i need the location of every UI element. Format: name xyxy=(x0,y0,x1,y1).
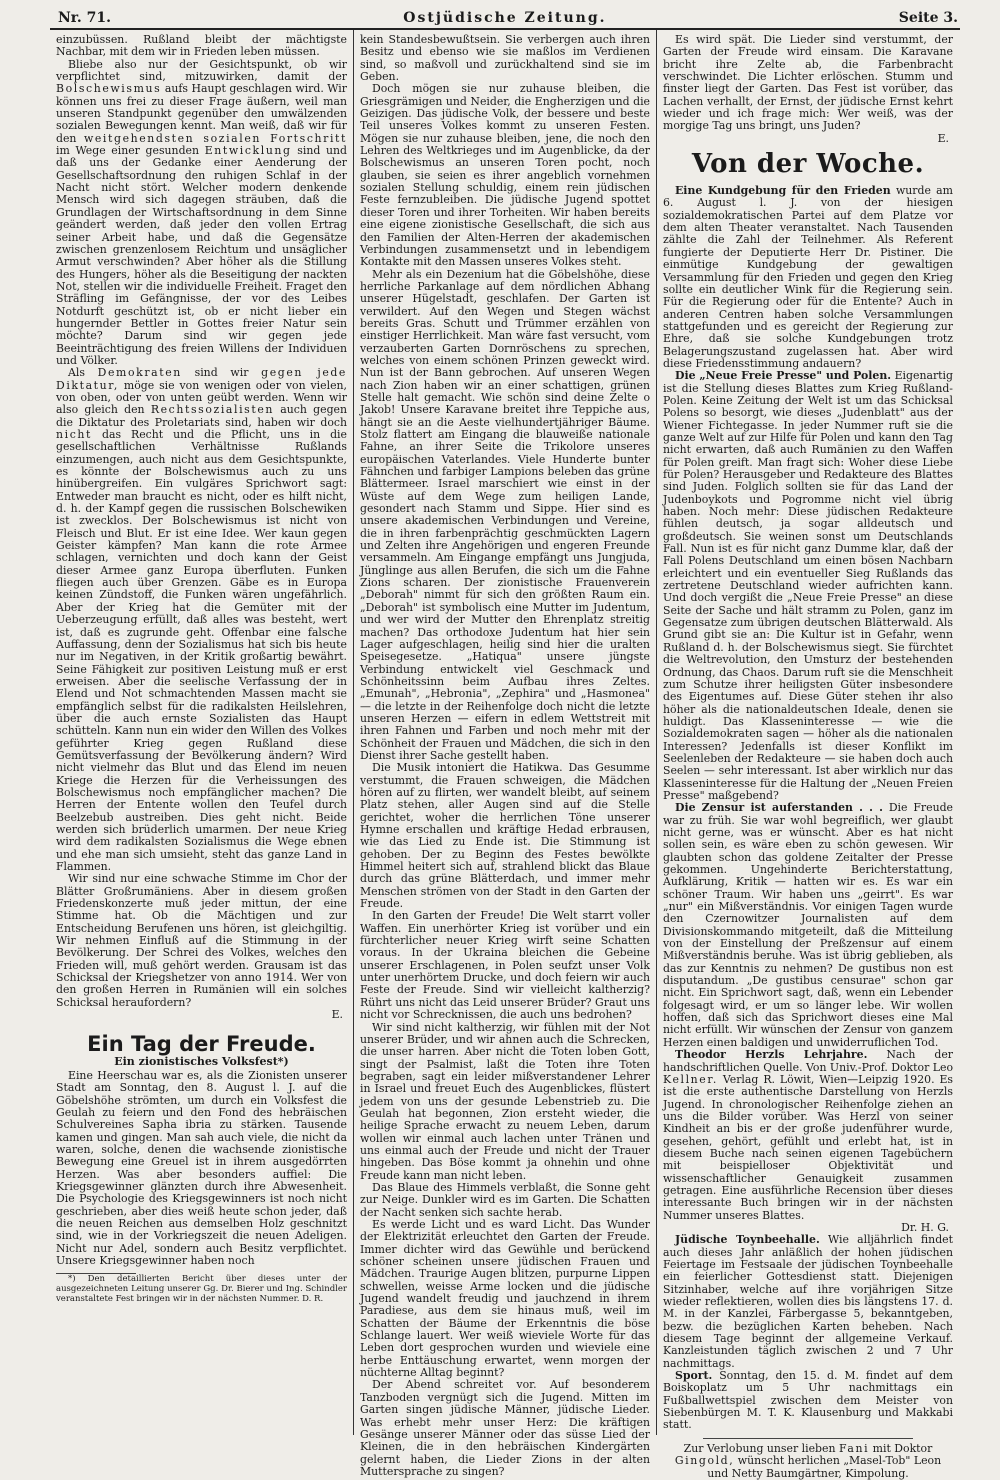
news-item: Eine Kundgebung für den Frieden wurde am 6. August l. J. von der hiesigen sozialdemokratischen Partei auf dem Platze vor dem alten Theater veranstaltet. Nach Tausenden zählte die Zahl der Teilnehmer. Als Referent fungierte der Deputierte Herr Dr. Pistiner. Die einmütige Kundgebung der gewaltigen Versammlung für den Frieden und gegen den Krieg sollte ein deutlicher Wink für die Regierung sein. Für die Regierung oder für die Entente? Auch in anderen Centren haben solche Versammlungen stattgefunden und es gereicht der Regierung zur Ehre, daß sie solche Kundgebungen trotz Belagerungszustand zugelassen hat. Aber wird diese Friedensstimmung andauern? xyxy=(663,184,953,370)
masthead xyxy=(50,10,960,30)
news-item: Theodor Herzls Lehrjahre. Nach der handschriftlichen Quelle. Von Univ.-Prof. Doktor Leo Kellner. Verlag R. Löwit, Wien—Leipzig 1920. Es ist die erste authentische Darstellung von Herzls Jugend. In chronologischer Reihenfolge ziehen an uns die Bilder vorüber. Was Herzl von seiner Kindheit an bis er der große judenführer wurde, gesehen, gehört, gefühlt und erlebt hat, ist in diesem Buche nach seinen eigenen Tagebüchern mit beispielloser Objektivität und wissenschaftlicher Genauigkeit zusammen getragen. Eine ausführliche Recension über dieses interessante Buch bringen wir in der nächsten Nummer unseres Blattes. xyxy=(663,1048,953,1222)
announcement: Zur Verlobung unser lieben Fani mit Doktor Gingold, wünscht herlichen „Masel-Tob" Leon und Netty Baumgärtner, Kimpolung. xyxy=(674,1441,942,1480)
columns xyxy=(50,30,960,1480)
paragraph: einzubüssen. Rußland bleibt der mächtigste Nachbar, mit dem wir in Frieden leben müssen. xyxy=(56,33,347,59)
paragraph: Die Musik intoniert die Hatikwa. Das Gesumme verstummt, die Frauen schweigen, die Mädchen hören auf zu flirten, wer wandelt bleibt, auf seinem Platz stehen, aller Augen sind auf die Stelle gerichtet, woher die herrlichen Töne unserer Hymne erschallen und kräftige Hedad erbrausen, wie das Lied zu Ende ist. Die Stimmung ist gehoben. Der zu Beginn des Festes bewölkte Himmel heitert sich auf, strahlend blickt das Blaue durch das grüne Blätterdach, und immer mehr Menschen strömen von der Stadt in den Garten der Freude. xyxy=(360,761,650,911)
paragraph: Als Demokraten sind wir gegen jede Diktatur, möge sie von wenigen oder von vielen, von oben, oder von unten geübt werden. Wenn wir also gleich den Rechtssozialisten auch gegen die Diktatur des Proletariats sind, haben wir doch nicht das Recht und die Pflicht, uns in die gesellschaftlichen Verhältnisse Rußlands einzumengen, auch nicht aus dem Gesichtspunkte, es könnte der Bolschewismus auch zu uns hinübergreifen. Ein vulgäres Sprichwort sagt: Entweder man braucht es nicht, oder es hilft nicht, d. h. der Kampf gegen die russischen Bolschewiken ist zwecklos. Der Bolschewismus ist nicht von Fleisch und Blut. Er ist eine Idee. Wer kaun gegen Geister kämpfen? Man kann die rote Armee schlagen, vernichten und doch kann der Geist dieser Armee ganz Europa überfluten. Funken fliegen auch über Grenzen. Gäbe es in Europa keinen Zündstoff, die Funken wären ungefährlich. Aber der Krieg hat die Gemüter mit der Ueberzeugung erfüllt, daß alles was besteht, wert ist, daß es zugrunde geht. Offenbar eine falsche Auffassung, denn der Sozialismus hat sich bis heute nur im Negativen, in der Kritik großartig bewährt. Seine Fähigkeit zur positiven Leistung muß er erst erweisen. Aber die seelische Verfassung der in Elend und Not schmachtenden Massen macht sie empfänglich selbst für die radikalsten Heilslehren, über die auch ernste Sozialisten das Haupt schütteln. Kann nun ein wider den Willen des Volkes geführter Krieg gegen Rußland diese Gemütsverfassung der Bevölkerung ändern? Wird nicht vielmehr das Blut und das Elend im neuen Kriege die Herzen für die Verheissungen des Bolschewismus noch empfänglicher machen? Die Herren der Entente wollen den Teufel durch Beelzebub austreiben. Dies geht nicht. Beide werden sich brüderlich umarmen. Der neue Krieg wird dem radikalsten Sozialismus die Wege ebnen und ehe man sich umsieht, steht das ganze Land in Flammen. xyxy=(56,366,348,874)
article-headline: Ein Tag der Freude. xyxy=(87,1031,316,1056)
paragraph: Eine Heerschau war es, als die Zionisten unserer Stadt am Sonntag, den 8. August l. J. auf die Göbelshöhe strömten, um durch ein Volksfest die Geulah zu feiern und den Fond des hebräischen Schulvereines Sapha ibria zu stärken. Tausende kamen und gingen. Man sah auch viele, die nicht da waren, solche, denen die wachsende zionistische Bewegung eine Greuel ist in ihrem ausgedörrten Herzen. Was aber besonders auffiel: Die Kriegsgewinner glänzten durch ihre Abwesenheit. Die Psychologie des Kriegsgewinners ist noch nicht geschrieben, aber dies weiß heute schon jeder, daß die neuen Reichen aus demselben Holz geschnitzt sind, wie in der Vorkriegszeit die neuen Adeligen. Nicht nur Adel, sondern auch Besitz verpflichtet. Unsere Kriegsgewinner haben noch xyxy=(56,1068,347,1267)
page-number: Seite 3. xyxy=(898,10,958,26)
column-3 xyxy=(656,30,959,1480)
column-1 xyxy=(50,30,353,1435)
signature: E. xyxy=(937,131,949,145)
paragraph: Es wird spät. Die Lieder sind verstummt, der Garten der Freude wird einsam. Die Karavane bricht ihre Zelte ab, die Farbenbracht verschwindet. Die Lichter erlöschen. Stumm und finster liegt der Garten. Das Fest ist vorüber, das Lachen verhallt, der Ernst, der jüdische Ernst kehrt wieder und ich frage mich: Wer weiß, was der morgige Tag uns bringt, uns Juden? xyxy=(663,33,953,133)
news-item: Jüdische Toynbeehalle. Wie alljährlich findet auch dieses Jahr anläßlich der hohen jüdischen Feiertage im Festsaale der jüdischen Toynbeehalle ein feierlicher Gottesdienst statt. Diejenigen Sitzinhaber, welche auf ihre vorjährigen Sitze wieder reflektieren, wollen dies bis längstens 17. d. M. in der Kanzlei, Färbergasse 5, bekanntgeben, bezw. die bezüglichen Karten beheben. Nach diesem Tage beginnt der allgemeine Verkauf. Kanzleistunden täglich zwischen 2 und 7 Uhr nachmittags. xyxy=(663,1233,953,1370)
paragraph: kein Standesbewußtsein. Sie verbergen auch ihren Besitz und ebenso wie sie maßlos im Verdienen sind, so maßvoll und zurückhaltend sind sie im Geben. xyxy=(360,33,650,84)
paragraph: Es werde Licht und es ward Licht. Das Wunder der Elektrizität erleuchtet den Garten der Freude. Immer dichter wird das Gewühle und berückend schöner scheinen unsere jüdischen Frauen und Mädchen. Traurige Augen blitzen, purpurne Lippen schwellen, weisse Arme locken und die jüdische Jugend wandelt freudig und jauchzend in ihrem Paradiese, aus dem sie hinaus muß, weil im Schatten der Bäume der Erkenntnis die böse Schlange lauert. Wer weiß wieviele Worte für das Leben dort gesprochen wurden und wieviele eine herbe Enttäuschung erwartet, wenn morgen der nüchterne Alltag beginnt? xyxy=(360,1218,650,1380)
issue-number: Nr. 71. xyxy=(58,10,111,26)
paragraph: Der Abend schreitet vor. Auf besonderem Tanzboden vergnügt sich die Jugend. Mitten im Garten singen jüdische Männer, jüdische Lieder. Was erhebt mehr unser Herz: Die kräftigen Gesänge unserer Männer oder das süsse Lied der Kleinen, die in den hebräischen Kindergärten gelernt haben, die Lieder Zions in der alten Muttersprache zu singen? xyxy=(360,1378,650,1478)
footnote: *) Den detaillierten Bericht über dieses unter der ausgezeichneten Leitung unserer Gg. Dr. Bierer und Ing. Schindler veranstaltete Fest bringen wir in der nächsten Nummer. D. R. xyxy=(56,1274,347,1305)
paragraph: Das Blaue des Himmels verblaßt, die Sonne geht zur Neige. Dunkler wird es im Garten. Die Schatten der Nacht senken sich sachte herab. xyxy=(360,1180,650,1219)
paragraph: In den Garten der Freude! Die Welt starrt voller Waffen. Ein unerhörter Krieg ist vorüber und ein fürchterlicher neuer Krieg wirft seine Schatten voraus. In der Ukraina bleichen die Gebeine unserer Erschlagenen, in Polen seufzt unser Volk unter unerhörtem Drucke, und doch feiern wir auch Feste der Freude. Sind wir vielleicht kaltherzig? Rührt uns nicht das Leid unserer Brüder? Graut uns nicht vor Schrecknissen, die auch uns bedrohen? xyxy=(360,909,650,1022)
paragraph: Mehr als ein Dezenium hat die Göbelshöhe, diese herrliche Parkanlage auf dem nördlichen Abhang unserer Hügelstadt, geschlafen. Der Garten ist verwildert. Auf den Wegen und Stegen wächst bereits Gras. Schutt und Trümmer erzählen von einstiger Herrlichkeit. Man wäre fast versucht, vom verzauberten Garten Dornröschens zu sprechen, welches von einem schönen Prinzen geweckt wird. Nun ist der Bann gebrochen. Auf unseren Wegen nach Zion haben wir an einer schattigen, grünen Stelle halt gemacht. Wie schön sind deine Zelte o Jakob! Unsere Karavane breitet ihre Teppiche aus, hängt sie an die Aeste vielhundertjähriger Bäume. Stolz flattert am Eingang die blauweiße nationale Fahne, an ihrer Seite die Trikolore unseres europäischen Vaterlandes. Viele Hunderte bunter Fähnchen und farbiger Lampions beleben das grüne Blättermeer. Israel marschiert wie einst in der Wüste auf dem Wege zum heiligen Lande, gesondert nach Stamm und Sippe. Hier sind es unsere akademischen Verbindungen und Vereine, die in ihren farbenprächtig geschmückten Lagern und Zelten ihre Angehörigen und engeren Freunde versammeln. Am Eingange empfängt uns Jungjuda, Jünglinge aus allen Berufen, die sich um die Fahne Zions scharen. Der zionistische Frauenverein „Deborah" nimmt für sich den größten Raum ein. „Deborah" ist symbolisch eine Mutter im Judentum, und wer wird der Mutter den Ehrenplatz streitig machen? Das orthodoxe Judentum hat hier sein Lager aufgeschlagen, heilig sind hier die uralten Speisegesetze. „Hatiqua" unsere jüngste Verbindung entwickelt viel Geschmack und Schönheitssinn beim Aufbau ihres Zeltes. „Emunah", „Hebronia", „Zephira" und „Hasmonea" — die letzte in der Reihenfolge doch nicht die letzte unseren Herzen — eifern in edlem Wettstreit mit ihren Fahnen und Farben und noch mehr mit der Schönheit der Frauen und Mädchen, die sich in den Dienst ihrer Sache gestellt haben. xyxy=(360,267,650,762)
column-2 xyxy=(353,30,656,1478)
newspaper-title: Ostjüdische Zeitung. xyxy=(403,10,607,26)
paragraph: Bliebe also nur der Gesichtspunkt, ob wir verpflichtet sind, mitzuwirken, damit der Bolschewismus aufs Haupt geschlagen wird. Wir können uns frei zu dieser Frage äußern, weil man unseren Standpunkt gegenüber den umwälzenden sozialen Bewegungen kennt. Man weiß, daß wir für den weitgehendsten sozialen Fortschritt im Wege einer gesunden Entwicklung sind und daß uns der Gedanke einer Aenderung der Gesellschaftsordnung den ruhigen Schlaf in der Nacht nicht stört. Welcher modern denkende Mensch wird sich dagegen sträuben, daß die Grundlagen der Wirtschaftsordnung in dem Sinne geändert werden, daß jeder den vollen Ertrag seiner Arbeit habe, und daß die Gegensätze zwischen grenzenlosem Reichtum und unsäglicher Armut verschwinden? Aber höher als die Stillung des Hungers, höher als die Beseitigung der nackten Not, stellen wir die individuelle Freiheit. Fraget den Sträfling im Gefängnisse, der vor des Leibes Notdurft geschützt ist, ob er nicht lieber ein hungernder Bettler in Gottes freier Natur sein möchte? Darum sind wir gegen jede Beeinträchtigung des freien Willens der Individuen und Völker. xyxy=(56,57,348,367)
paragraph: Wir sind nur eine schwache Stimme im Chor der Blätter Großrumäniens. Aber in diesem großen Friedenskonzerte muß jeder mittun, der eine Stimme hat. Ob die Mächtigen und zur Entscheidung Berufenen uns hören, ist gleichgiltig. Wir nehmen Einfluß auf die Stimmung in der Bevölkerung. Der Schrei des Volkes, welches den Frieden will, muß gehört werden. Grausam ist das Schicksal der Kriegshetzer von anno 1914. Wer von den großen Herren in Rumänien will ein solches Schicksal heraufordern? xyxy=(56,872,347,1009)
news-item: Die Zensur ist auferstanden . . . Die Freude war zu früh. Sie war wohl begreiflich, wer glaubt nicht gerne, was er wünscht. Aber es hat nicht sollen sein, es wäre eben zu schön gewesen. Wir glaubten schon das goldene Zeitalter der Presse gekommen. Ungehinderte Berichterstattung, Aufklärung, Kritik — hatten wir es. Es war ein schöner Traum. Wir haben uns „geirrt". Es war „nur" ein Mißverständnis. Vor einigen Tagen wurde den Czernowitzer Journalisten auf dem Divisionskommando mitgeteilt, daß die Mitteilung von der Einstellung der Preßzensur auf einem Mißverständnis beruhe. Was ist übrig geblieben, als das zur Kenntnis zu nehmen? De gustibus non est disputandum. „De gustibus censurae" schon gar nicht. Ein Sprichwort sagt, daß, wenn ein Lebender folgesagt wird, er um so länger lebe. Wir wollen hoffen, daß sich das Sprichwort dieses eine Mal nicht erfüllt. Wir wünschen der Zensur von ganzem Herzen einen baldigen und unwiderruflichen Tod. xyxy=(663,801,954,1049)
article-subheadline: Ein zionistisches Volksfest*) xyxy=(114,1054,289,1068)
paragraph: Wir sind nicht kaltherzig, wir fühlen mit der Not unserer Brüder, und wir ahnen auch die Schrecken, die unser harren. Aber nicht die Toten loben Gott, singt der Psalmist, laßt die Toten ihre Toten begraben, sagt ein leider mißverstandener Lehrer in Israel und freuet Euch des Augenblickes, flüstert jedem von uns der gesunde Lebenstrieb zu. Die Geulah hat begonnen, Zion ersteht wieder, die heilige Sprache erwacht zu neuem Leben, darum wollen wir einmal auch lachen unter Tränen und uns einmal auch der Freude und nicht der Trauer hingeben. Das Böse kommt ja ohnehin und ohne Freude kann man nicht leben. xyxy=(360,1020,650,1182)
divider xyxy=(703,1438,913,1439)
paragraph: Doch mögen sie nur zuhause bleiben, die Griesgrämigen und Neider, die Engherzigen und die Geizigen. Das jüdische Volk, der bessere und beste Teil unseres Volkes kommt zu unseren Festen. Mögen sie nur zuhause bleiben, jene, die noch den Lehren des Weltkrieges und im Augenblicke, da der Bolschewismus an unseren Toren pocht, noch glauben, sie seien es ihrer angeblich vornehmen sozialen Stellung schuldig, einem rein jüdischen Feste fernzubleiben. Die jüdische Jugend spottet dieser Toren und ihrer Torheiten. Wir haben bereits eine eigene zionistische Gesellschaft, die sich aus den Familien der Alten-Herren der akademischen Verbindungen zusammensetzt und in lebendigem Kontakte mit den Massen unseres Volkes steht. xyxy=(360,82,650,269)
news-item: Sport. Sonntag, den 15. d. M. findet auf dem Boiskoplatz um 5 Uhr nachmittags ein Fußballwettspiel zwischen dem Meister von Siebenbürgen M. T. K. Klausenburg und Makkabi statt. xyxy=(663,1369,953,1432)
signature: Dr. H. G. xyxy=(901,1220,949,1234)
news-item: Die „Neue Freie Presse" und Polen. Eigenartig ist die Stellung dieses Blattes zum Krieg Rußland-Polen. Keine Zeitung der Welt ist um das Schicksal Polens so besorgt, wie dieses „Judenblatt" aus der Wiener Fichtegasse. In jeder Nummer ruft sie die ganze Welt auf zur Hilfe für Polen und kann den Tag nicht erwarten, daß auch Rumänien zu den Waffen für Polen greift. Man fragt sich: Woher diese Liebe für Polen? Herausgeber und Redakteure des Blattes sind Juden. Folglich sollten sie für das Land der Judenboykots und Pogromme nicht viel übrig haben. Noch mehr: Diese jüdischen Redakteure fühlen deutsch, ja sogar alldeutsch und großdeutsch. Sie weinen sonst um Deutschlands Fall. Nun ist es für nicht ganz Dumme klar, daß der Fall Polens Deutschland um einen bösen Nachbarn erleichtert und ein eventueller Sieg Rußlands das zertretene Deutschland wieder aufrichten kann. Und doch vergißt die „Neue Freie Presse" an diese Seite der Sache und hält stramm zu Polen, ganz im Gegensatze zum übrigen deutschen Blätterwald. Als Grund gibt sie an: Die Kultur ist in Gefahr, wenn Rußland d. h. der Bolschewismus siegt. Sie fürchtet die Weltrevolution, den Umsturz der bestehenden Ordnung, das Chaos. Darum ruft sie die Menschheit zum Schutze ihrer heiligsten Güter insbesondere des Eigentumes auf. Diese Güter stehen ihr also höher als die nationaldeutschen Ideale, denen sie huldigt. Das Klasseninteresse — wie die Sozialdemokraten sagen — höher als die nationalen Interessen? Jedenfalls ist dieser Konflikt im Seelenleben der Redakteure — sie haben doch auch Seelen — sehr interessant. Ist aber wirklich nur das Klasseninteresse für die Haltung der „Neuen Freien Presse" maßgebend? xyxy=(663,369,953,802)
signature: E. xyxy=(331,1008,343,1022)
section-heading: Von der Woche. xyxy=(691,149,925,180)
